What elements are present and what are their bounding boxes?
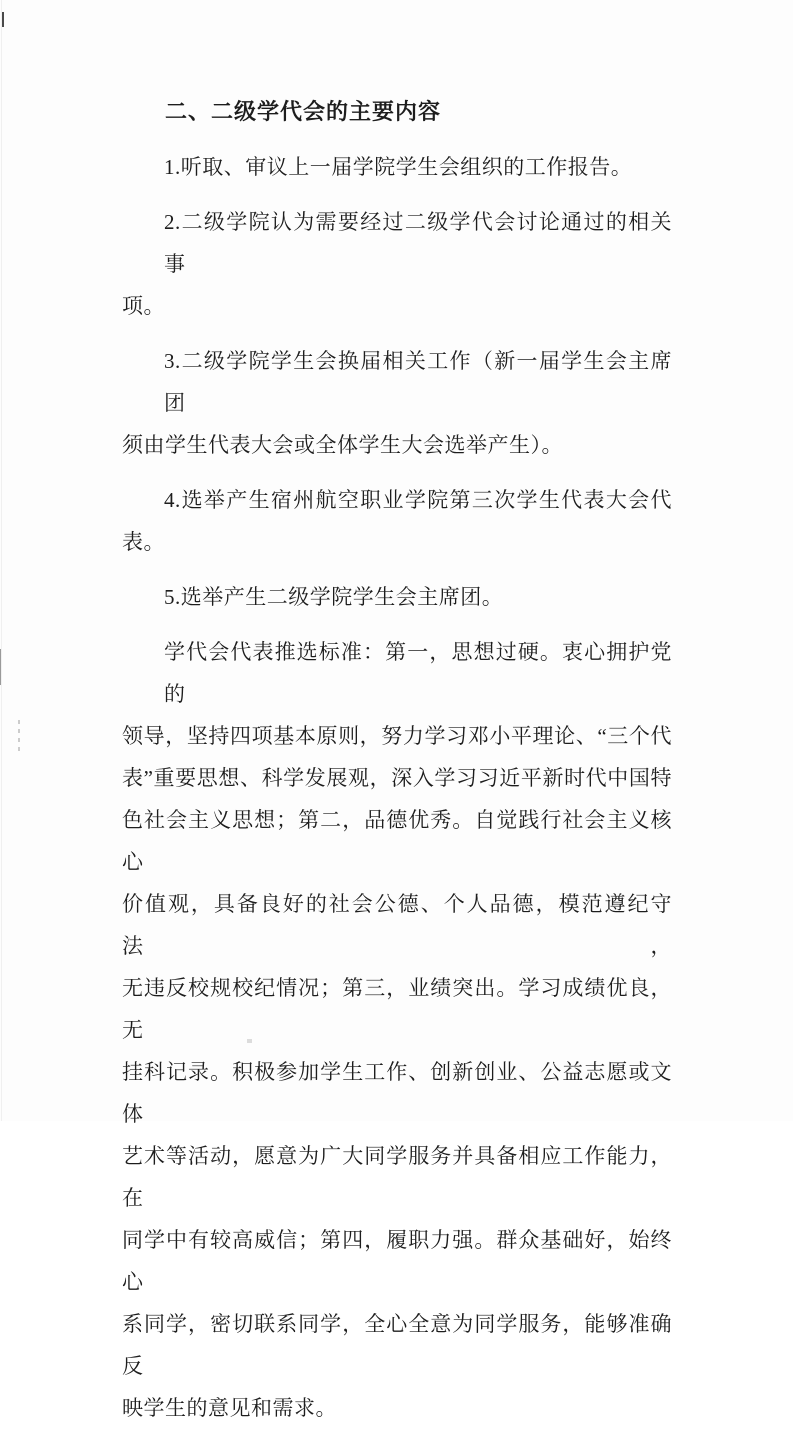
text-line: 2.二级学院认为需要经过二级学代会讨论通过的相关事 [164, 210, 672, 276]
text-line: 价值观，具备良好的社会公德、个人品德，模范遵纪守法， [122, 892, 672, 958]
text-line: 1.听取、审议上一届学院学生会组织的工作报告。 [164, 155, 633, 179]
numbered-item-5 [122, 576, 672, 618]
numbered-item-4 [122, 479, 672, 563]
text-line: 色社会主义思想；第二，品德优秀。自觉践行社会主义核心 [122, 808, 672, 874]
scan-artifact-edge-line [1, 0, 2, 1121]
text-line: 映学生的意见和需求。 [122, 1396, 337, 1420]
text-line: 学代会代表推选标准：第一，思想过硬。衷心拥护党的 [164, 640, 672, 706]
text-line: 3.二级学院学生会换届相关工作（新一届学生会主席团 [164, 349, 672, 415]
text-line: 挂科记录。积极参加学生工作、创新创业、公益志愿或文体 [122, 1060, 672, 1126]
document-content [122, 91, 672, 1442]
scan-artifact-dash [2, 12, 4, 27]
text-line: 项。 [122, 294, 165, 318]
text-line: 同学中有较高威信；第四，履职力强。群众基础好，始终心 [122, 1228, 672, 1294]
scan-artifact-edge-segment [0, 649, 1, 685]
scan-artifact-dotted-line [18, 720, 20, 754]
text-line: 艺术等活动，愿意为广大同学服务并具备相应工作能力，在 [122, 1144, 672, 1210]
text-line: 须由学生代表大会或全体学生大会选举产生）。 [122, 433, 563, 457]
numbered-item-2 [122, 201, 672, 327]
numbered-item-3 [122, 340, 672, 466]
text-line: 4.选举产生宿州航空职业学院第三次学生代表大会代 [164, 488, 672, 512]
text-line: 5.选举产生二级学院学生会主席团。 [164, 585, 504, 609]
text-line: 系同学，密切联系同学，全心全意为同学服务，能够准确反 [122, 1312, 672, 1378]
scan-artifact-speck [247, 1039, 252, 1043]
text-line: 无违反校规校纪情况；第三，业绩突出。学习成绩优良，无 [122, 976, 672, 1042]
text-line: 领导，坚持四项基本原则，努力学习邓小平理论、“三个代 [122, 724, 672, 748]
text-line: 表”重要思想、科学发展观，深入学习习近平新时代中国特 [122, 766, 672, 790]
text-line: 表。 [122, 530, 165, 554]
criteria-paragraph [122, 631, 672, 1429]
numbered-item-1 [122, 146, 672, 188]
section-heading: 二、二级学代会的主要内容 [165, 99, 442, 124]
